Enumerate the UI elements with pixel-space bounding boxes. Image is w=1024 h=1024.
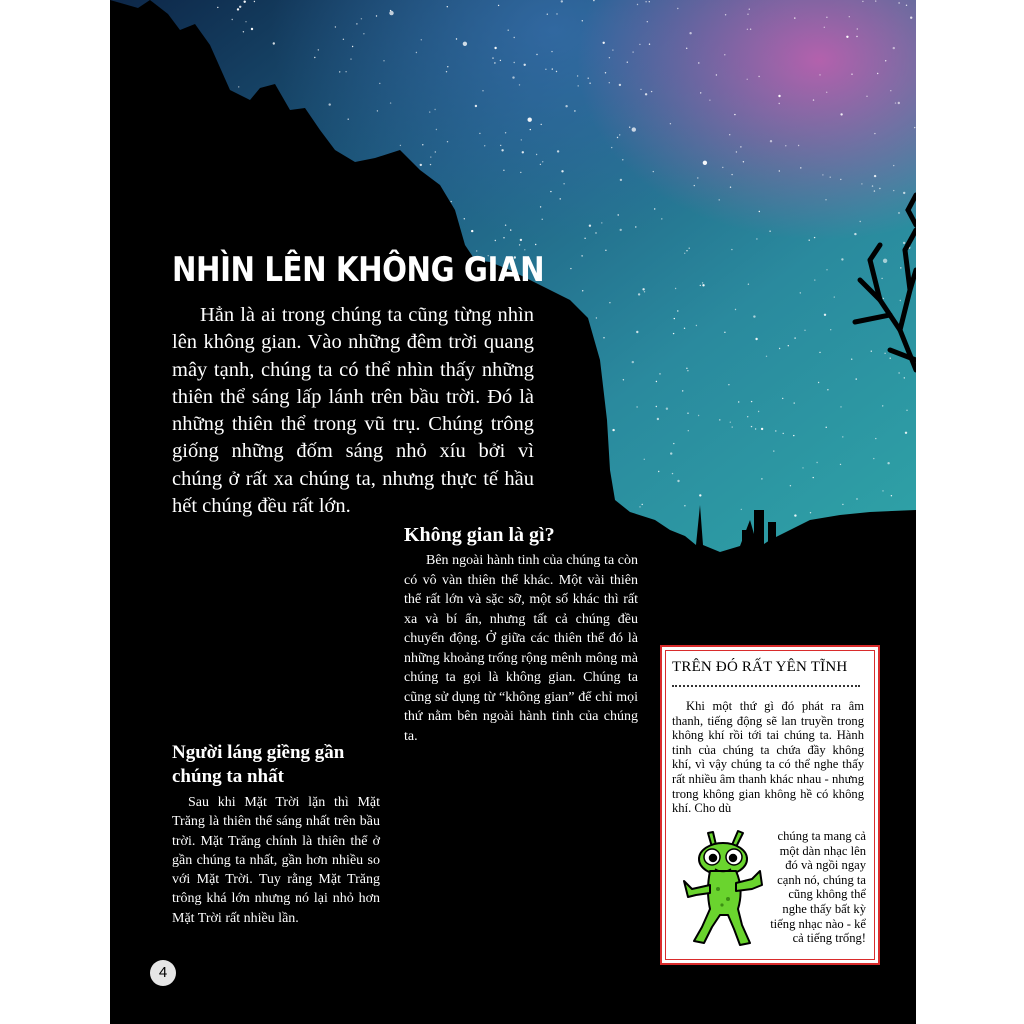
alien-icon: [682, 829, 764, 949]
page-number: 4: [150, 960, 176, 986]
sidebar-box-text: Khi một thứ gì đó phát ra âm thanh, tiếng động sẽ lan truyền trong không khí rồi tới tai chúng ta. Hành tinh của chúng ta chứa đầy không khí, vì vậy chúng ta có thể nghe thấy rất nhiều âm thanh khác nhau - nhưng trong không gian không hề có không khí. Cho dù: [672, 699, 864, 816]
page-title: NHÌN LÊN KHÔNG GIAN: [172, 250, 545, 290]
space-section-heading: Không gian là gì?: [404, 524, 555, 546]
moon-section-body: Sau khi Mặt Trời lặn thì Mặt Trăng là thiên thể sáng nhất trên bầu trời. Mặt Trăng chính là thiên thể ở gần chúng ta nhất, gần hơn nhiều so với Mặt Trời. Tuy rằng Mặt Trăng trông khá lớn nhưng nó lại nhỏ hơn Mặt Trời rất nhiều lần.: [172, 795, 380, 926]
moon-section-heading: Người láng giềng gần chúng ta nhất: [172, 742, 345, 787]
book-page: [110, 0, 916, 1024]
sidebar-box-title: TRÊN ĐÓ RẤT YÊN TĨNH: [672, 659, 848, 675]
space-section-body: Bên ngoài hành tinh của chúng ta còn có vô vàn thiên thể khác. Một vài thiên thể rất lớn và sặc sỡ, một số khác thì rất xa và bí ẩn, nhưng tất cả chúng đều chuyển động. Ở giữa các thiên thể đó là những khoảng trống rộng mênh mông mà chúng ta gọi là không gian. Chúng ta cũng sử dụng từ “không gian” để chỉ mọi thứ nằm bên ngoài hành tinh của chúng ta.: [404, 553, 638, 744]
sidebar-box-text-wrap: chúng ta mang cả một dàn nhạc lên đó và ngồi ngay cạnh nó, chúng ta cũng không thể nghe thấy bất kỳ tiếng nhạc nào - kể cả tiếng trống!: [770, 829, 866, 946]
sidebar-box: [660, 645, 880, 965]
dotted-divider: [672, 685, 860, 687]
intro-paragraph: Hẳn là ai trong chúng ta cũng từng nhìn lên không gian. Vào những đêm trời quang mây tạnh, chúng ta có thể nhìn thấy những thiên thể sáng lấp lánh trên bầu trời. Đó là những thiên thể trong vũ trụ. Chúng trông giống những đốm sáng nhỏ xíu bởi vì chúng ở rất xa chúng ta, nhưng thực tế hầu hết chúng đều rất lớn.: [172, 304, 534, 518]
